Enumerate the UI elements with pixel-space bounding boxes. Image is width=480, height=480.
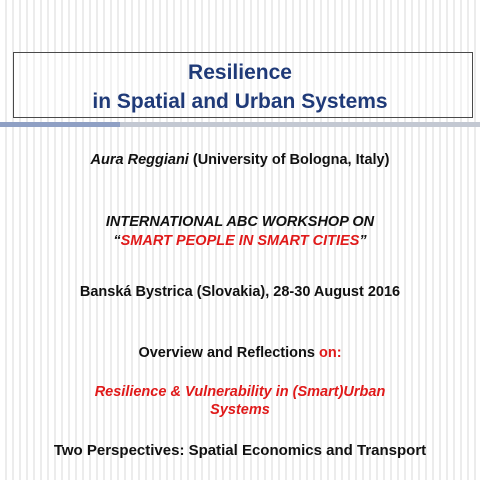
author-affiliation: (University of Bologna, Italy) bbox=[188, 152, 390, 168]
workshop-heading: INTERNATIONAL ABC WORKSHOP ON bbox=[105, 214, 375, 230]
title-line-1: Resilience bbox=[188, 61, 292, 84]
title-divider bbox=[120, 122, 480, 127]
overview-suffix: on: bbox=[318, 345, 342, 361]
workshop-topic: SMART PEOPLE IN SMART CITIES bbox=[120, 233, 360, 249]
close-quote: ” bbox=[359, 233, 367, 249]
author-name: Aura Reggiani bbox=[90, 152, 189, 168]
overview-prefix: Overview and Reflections bbox=[138, 345, 319, 361]
overview-line bbox=[0, 344, 480, 362]
open-quote: “ bbox=[113, 233, 121, 249]
author-line bbox=[0, 151, 480, 169]
title-divider-accent bbox=[0, 122, 120, 127]
focus-line-2: Systems bbox=[210, 402, 270, 418]
workshop-topic-line bbox=[0, 232, 480, 250]
venue-date: Banská Bystrica (Slovakia), 28-30 August 2016 bbox=[79, 284, 401, 300]
title-line-2: in Spatial and Urban Systems bbox=[92, 90, 388, 113]
focus-line-1: Resilience & Vulnerability in (Smart)Urban bbox=[94, 384, 386, 400]
perspectives-line: Two Perspectives: Spatial Economics and Transport bbox=[53, 442, 427, 459]
